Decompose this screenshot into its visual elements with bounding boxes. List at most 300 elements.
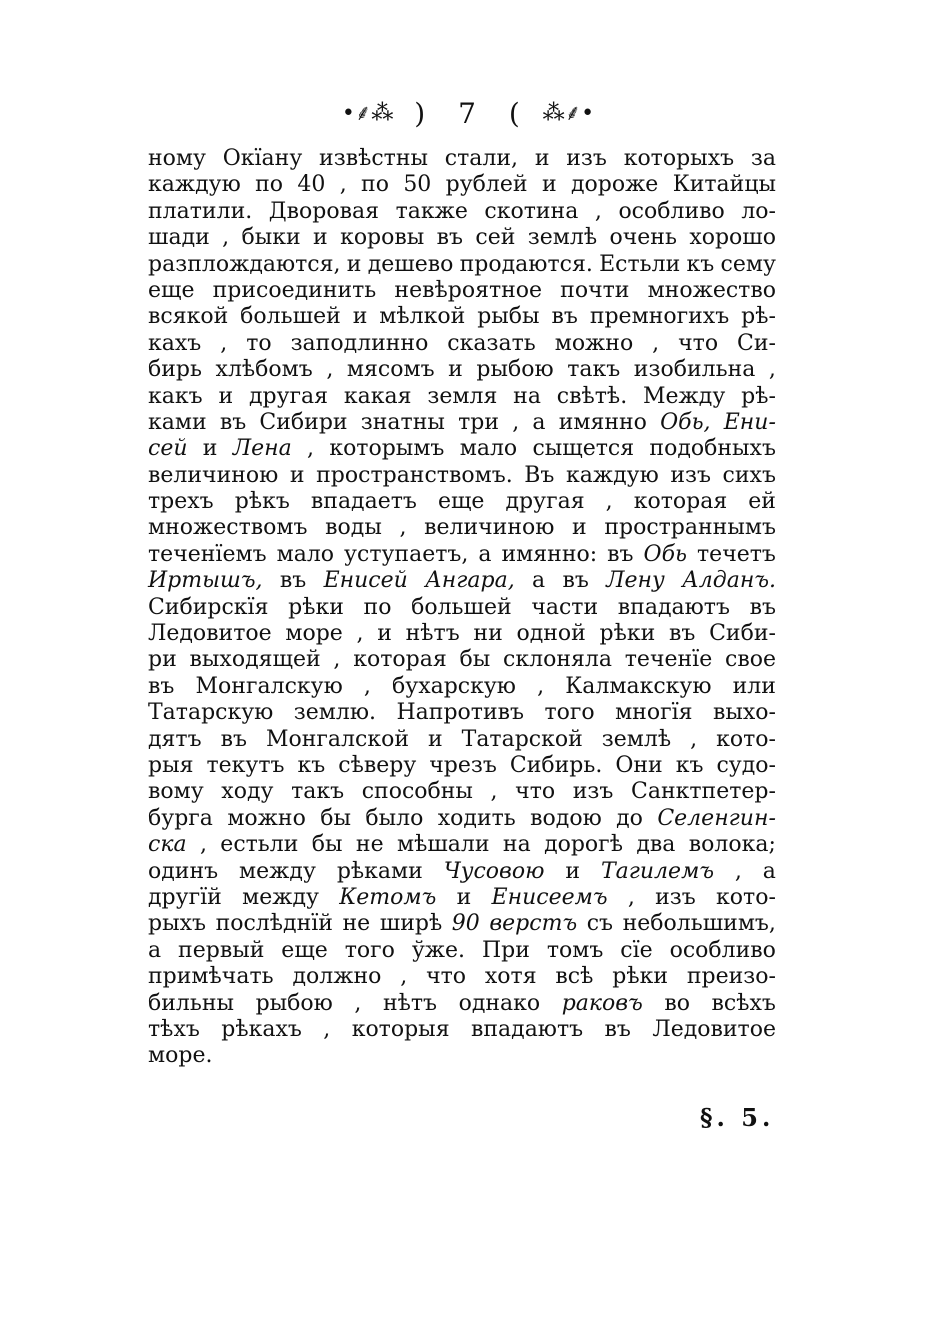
- word: выхо-: [712, 700, 776, 726]
- word: ,: [307, 436, 315, 462]
- word: имянно: [558, 409, 647, 435]
- word: особливо: [618, 198, 725, 224]
- word: хлѣбомъ: [215, 357, 313, 383]
- body-text: [148, 146, 776, 1070]
- text-line: [148, 436, 776, 462]
- word: имянно:: [501, 541, 598, 567]
- word: изъ: [655, 884, 696, 910]
- text-line: [148, 225, 776, 251]
- word: мало: [459, 436, 518, 462]
- right-ornament: ⁂⸙•: [542, 100, 595, 126]
- word: Лена: [232, 436, 292, 462]
- word: должно: [292, 964, 382, 990]
- word: заподлинно: [290, 330, 429, 356]
- text-line: [148, 304, 776, 330]
- text-line: [148, 727, 776, 753]
- word: разплождаются,: [148, 251, 341, 277]
- word: рѣкахъ: [221, 1016, 302, 1042]
- word: впадаютъ: [470, 1016, 584, 1042]
- word: а: [762, 858, 776, 884]
- word: одной: [516, 621, 586, 647]
- word: Дворовая: [268, 198, 380, 224]
- word: примѣчать: [148, 964, 274, 990]
- word: изъ: [572, 779, 614, 805]
- word: рѣкъ: [234, 489, 290, 515]
- word: и: [352, 304, 368, 330]
- word: въ: [604, 1016, 631, 1042]
- word: за: [750, 146, 776, 171]
- word: томъ: [546, 937, 604, 963]
- word: бирь: [148, 357, 202, 383]
- word: и: [448, 357, 463, 383]
- word: рыбою: [255, 990, 333, 1016]
- word: присоединить: [212, 277, 377, 303]
- word: изобильна: [633, 357, 756, 383]
- word: дятъ: [148, 726, 202, 752]
- word: что: [515, 779, 556, 805]
- word: рѣки: [288, 594, 344, 620]
- word: и: [565, 858, 581, 884]
- word: быки: [241, 225, 301, 251]
- word: Тагилемъ: [600, 858, 714, 884]
- word: ,: [605, 489, 613, 515]
- text-line: [148, 753, 776, 779]
- word: такъ: [567, 357, 621, 383]
- text-line: [148, 885, 776, 911]
- word: пространствомъ.: [316, 462, 513, 488]
- word: ,: [339, 172, 347, 198]
- word: по: [363, 594, 392, 620]
- word: Иртышъ,: [148, 568, 263, 594]
- text-line: [148, 938, 776, 964]
- word: 50: [403, 172, 432, 198]
- word: свѣтѣ.: [556, 383, 628, 409]
- text-line: [148, 252, 776, 278]
- word: до: [616, 805, 643, 831]
- text-line: [148, 278, 776, 304]
- word: волока;: [688, 832, 776, 858]
- word: Сибирскїя: [148, 594, 269, 620]
- word: рѣки: [612, 964, 669, 990]
- word: ,: [326, 357, 334, 383]
- word: сихъ: [722, 462, 776, 488]
- word: послѣднїй: [215, 911, 333, 937]
- word: Енисеемъ: [491, 884, 608, 910]
- word: части: [531, 594, 599, 620]
- word: величиною: [424, 515, 555, 541]
- text-line: [148, 859, 776, 885]
- word: судо-: [716, 752, 776, 778]
- word: еще: [281, 937, 328, 963]
- word: подобныхъ: [649, 436, 776, 462]
- word: не: [355, 832, 384, 858]
- word: сїе: [620, 937, 653, 963]
- word: также: [395, 198, 468, 224]
- word: бильны: [148, 990, 235, 1016]
- word: платили.: [148, 198, 253, 224]
- word: какъ: [148, 383, 203, 409]
- word: коровы: [340, 225, 425, 251]
- word: въ: [562, 568, 589, 594]
- word: и: [218, 383, 234, 409]
- word: или: [732, 673, 776, 699]
- word: ,: [734, 858, 742, 884]
- word: ,: [333, 647, 341, 673]
- text-line: [148, 331, 776, 357]
- word: ,: [537, 673, 545, 699]
- text-line: [148, 911, 776, 937]
- word: впадаетъ: [310, 489, 417, 515]
- word: въ: [148, 673, 175, 699]
- word: Лену: [606, 568, 665, 594]
- word: было: [365, 805, 424, 831]
- word: земля: [427, 383, 498, 409]
- text-line: [148, 172, 776, 198]
- word: текутъ: [206, 752, 285, 778]
- word: и: [534, 146, 550, 171]
- word: на: [513, 383, 541, 409]
- word: почти: [560, 277, 630, 303]
- word: еще: [148, 277, 195, 303]
- left-ornament: •⸙⁂: [341, 100, 394, 126]
- word: что: [426, 964, 467, 990]
- word: ,: [399, 515, 407, 541]
- right-paren: (: [508, 96, 522, 130]
- word: Сиби-: [709, 621, 776, 647]
- text-line: [148, 1043, 776, 1069]
- word: воды: [325, 515, 382, 541]
- word: впадаютъ: [617, 594, 730, 620]
- word: въ: [279, 568, 307, 594]
- word: землѣ: [527, 225, 598, 251]
- word: какая: [343, 383, 412, 409]
- word: и: [289, 462, 305, 488]
- word: по: [255, 172, 284, 198]
- word: При: [481, 937, 530, 963]
- text-line: [148, 489, 776, 515]
- word: Калмакскую: [565, 673, 712, 699]
- word: и: [456, 884, 472, 910]
- text-line: [148, 806, 776, 832]
- word: извѣстны: [319, 146, 429, 171]
- word: свое: [725, 647, 776, 673]
- word: Напротивъ: [396, 700, 524, 726]
- word: ри: [148, 647, 177, 673]
- word: ,: [220, 330, 228, 356]
- word: хорошо: [689, 225, 776, 251]
- word: рыя: [148, 752, 194, 778]
- page-header: [0, 96, 936, 130]
- word: и: [202, 436, 218, 462]
- word: сѣверу: [338, 752, 417, 778]
- word: и: [313, 225, 328, 251]
- word: мало: [276, 541, 335, 567]
- word: вому: [148, 779, 204, 805]
- word: ло-: [741, 198, 776, 224]
- word: всѣхъ: [711, 990, 776, 1016]
- word: ,: [512, 409, 520, 435]
- word: ,: [768, 357, 776, 383]
- word: ,: [222, 225, 230, 251]
- word: бухарскую: [392, 673, 516, 699]
- text-line: [148, 647, 776, 673]
- word: два: [636, 832, 676, 858]
- text-line: [148, 1017, 776, 1043]
- word: множество: [647, 277, 776, 303]
- word: можно: [554, 330, 634, 356]
- word: уступаетъ,: [344, 541, 469, 567]
- word: Си-: [737, 330, 776, 356]
- text-line: [148, 568, 776, 594]
- word: ,: [490, 779, 498, 805]
- word: Татарскую: [148, 700, 274, 726]
- word: Татарской: [461, 726, 583, 752]
- word: рублей: [445, 172, 528, 198]
- word: Между: [643, 383, 726, 409]
- word: рѣ-: [741, 304, 776, 330]
- word: течетъ: [697, 541, 776, 567]
- word: бы: [320, 805, 351, 831]
- word: одинъ: [148, 858, 219, 884]
- word: а: [532, 568, 546, 594]
- word: Окїану: [222, 146, 303, 171]
- text-line: [148, 964, 776, 990]
- word: ходу: [221, 779, 274, 805]
- word: ўже.: [411, 937, 466, 963]
- word: пространнымъ: [604, 515, 776, 541]
- word: ,: [594, 198, 602, 224]
- word: Алданъ.: [682, 568, 776, 594]
- word: скотина: [484, 198, 579, 224]
- text-line: [148, 595, 776, 621]
- word: рыбою: [476, 357, 554, 383]
- word: которыя: [351, 1016, 450, 1042]
- word: другїй: [148, 884, 222, 910]
- word: къ: [675, 752, 704, 778]
- text-line: [148, 700, 776, 726]
- word: рѣки: [599, 621, 656, 647]
- word: ,: [627, 884, 635, 910]
- word: мѣшали: [396, 832, 490, 858]
- word: изъ: [566, 146, 607, 171]
- word: которая: [633, 489, 728, 515]
- word: три: [458, 409, 499, 435]
- word: рыбы: [477, 304, 540, 330]
- word: въ: [749, 594, 776, 620]
- word: и: [572, 515, 587, 541]
- word: ширѣ: [379, 911, 443, 937]
- word: нѣтъ: [405, 621, 460, 647]
- word: чрезъ: [429, 752, 497, 778]
- word: продаются.: [459, 251, 593, 277]
- word: естьли: [220, 832, 299, 858]
- word: море: [285, 621, 343, 647]
- word: сей: [475, 225, 516, 251]
- word: еще: [437, 489, 485, 515]
- word: между: [239, 858, 316, 884]
- word: Ангара,: [425, 568, 515, 594]
- word: рыхъ: [148, 911, 206, 937]
- word: и: [346, 251, 362, 277]
- word: мѣлкой: [379, 304, 466, 330]
- word: ни: [473, 621, 503, 647]
- text-line: [148, 542, 776, 568]
- word: Сибири: [259, 409, 348, 435]
- word: изъ: [670, 462, 711, 488]
- word: очень: [609, 225, 677, 251]
- word: 90: [451, 911, 480, 937]
- word: по: [361, 172, 389, 198]
- word: ,: [199, 832, 207, 858]
- word: ,: [690, 726, 698, 752]
- word: которымъ: [329, 436, 445, 462]
- text-line: [148, 357, 776, 383]
- word: ному: [148, 146, 206, 171]
- word: стали,: [444, 146, 519, 171]
- word: Ледовитое: [148, 621, 272, 647]
- left-paren: ): [414, 96, 428, 130]
- word: Енисей: [323, 568, 408, 594]
- word: къ: [686, 251, 715, 277]
- word: другая: [248, 383, 329, 409]
- word: премногихъ: [589, 304, 730, 330]
- word: Обь: [643, 541, 687, 567]
- word: въ: [551, 304, 578, 330]
- word: и: [541, 172, 557, 198]
- text-line: [148, 832, 776, 858]
- word: Кетомъ: [339, 884, 437, 910]
- text-line: [148, 463, 776, 489]
- word: ска: [148, 832, 187, 858]
- word: сыщется: [532, 436, 635, 462]
- word: невѣроятное: [394, 277, 543, 303]
- word: сему: [720, 251, 776, 277]
- word: Ледовитое: [652, 1016, 776, 1042]
- word: водою: [530, 805, 602, 831]
- word: Обь,: [660, 409, 711, 435]
- word: каждую: [148, 172, 241, 198]
- word: землю.: [293, 700, 377, 726]
- word: ,: [400, 964, 408, 990]
- word: многїя: [615, 700, 693, 726]
- word: ,: [652, 330, 660, 356]
- word: бурга: [148, 805, 213, 831]
- word: раковъ: [561, 990, 643, 1016]
- word: Монгалской: [265, 726, 409, 752]
- word: первый: [178, 937, 265, 963]
- word: Сибирь.: [509, 752, 603, 778]
- word: всякой: [148, 304, 229, 330]
- word: дешево: [367, 251, 454, 277]
- word: которая: [353, 647, 447, 673]
- word: каждую: [566, 462, 659, 488]
- text-line: [148, 199, 776, 225]
- word: большей: [240, 304, 341, 330]
- word: можно: [227, 805, 306, 831]
- word: что: [678, 330, 719, 356]
- word: кахъ: [148, 330, 202, 356]
- text-line: [148, 410, 776, 436]
- word: Чусовою: [443, 858, 545, 884]
- word: и: [427, 726, 443, 752]
- word: ходить: [437, 805, 516, 831]
- text-line: [148, 779, 776, 805]
- word: большей: [411, 594, 512, 620]
- word: на: [502, 832, 531, 858]
- word: выходящей: [189, 647, 321, 673]
- word: мясомъ: [346, 357, 435, 383]
- word: небольшимъ,: [622, 911, 776, 937]
- page-number: 7: [458, 96, 478, 130]
- word: въ: [220, 726, 247, 752]
- text-line: [148, 384, 776, 410]
- word: дороже: [570, 172, 659, 198]
- word: ей: [748, 489, 776, 515]
- word: верстъ: [489, 911, 578, 937]
- word: хотя: [484, 964, 537, 990]
- word: въ: [436, 225, 464, 251]
- word: теченїемъ: [148, 541, 267, 567]
- word: ,: [354, 990, 362, 1016]
- section-signature: §. 5.: [700, 1103, 775, 1132]
- text-line: [148, 146, 776, 172]
- word: и: [377, 621, 392, 647]
- word: не: [342, 911, 371, 937]
- word: Селенгин-: [657, 805, 776, 831]
- word: кото-: [716, 726, 776, 752]
- word: между: [242, 884, 319, 910]
- word: тѣхъ: [148, 1016, 200, 1042]
- word: ,: [363, 673, 371, 699]
- word: ками: [148, 409, 207, 435]
- word: въ: [607, 541, 634, 567]
- word: трехъ: [148, 489, 214, 515]
- word: Санктпетер-: [631, 779, 776, 805]
- word: бы: [311, 832, 343, 858]
- word: Въ: [524, 462, 555, 488]
- word: дорогѣ: [544, 832, 623, 858]
- word: Китайцы: [672, 172, 776, 198]
- word: а: [532, 409, 546, 435]
- word: бы: [459, 647, 491, 673]
- word: другая: [505, 489, 585, 515]
- word: Естьли: [599, 251, 681, 277]
- word: ,: [356, 621, 364, 647]
- word: способны: [361, 779, 473, 805]
- word: множествомъ: [148, 515, 308, 541]
- word: однако: [458, 990, 541, 1016]
- word: море.: [148, 1043, 213, 1069]
- word: нѣтъ: [382, 990, 438, 1016]
- word: землѣ: [601, 726, 672, 752]
- word: Ени-: [723, 409, 776, 435]
- word: въ: [219, 409, 247, 435]
- word: особливо: [669, 937, 776, 963]
- word: такъ: [291, 779, 345, 805]
- word: Монгалскую: [195, 673, 343, 699]
- word: шади: [148, 225, 210, 251]
- word: преизо-: [686, 964, 776, 990]
- word: Они: [615, 752, 663, 778]
- word: того: [544, 700, 595, 726]
- word: всѣ: [555, 964, 594, 990]
- text-line: [148, 515, 776, 541]
- word: кото-: [716, 884, 776, 910]
- word: рѣками: [336, 858, 423, 884]
- text-line: [148, 674, 776, 700]
- word: къ: [297, 752, 326, 778]
- word: склоняла: [503, 647, 612, 673]
